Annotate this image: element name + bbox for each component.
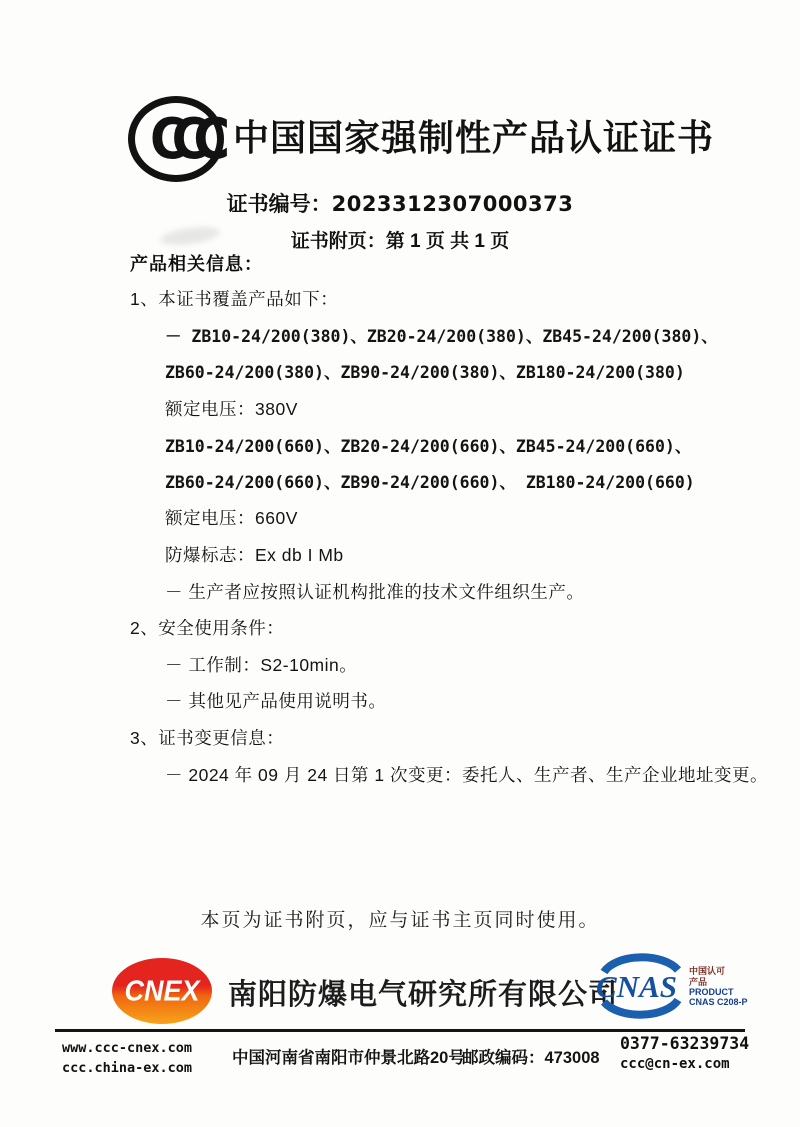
- cnas-logo-text: CNAS: [596, 969, 677, 1004]
- rated-voltage-line: 额定电压：660V: [165, 508, 298, 529]
- certificate-number-value: 2023312307000373: [331, 192, 574, 216]
- organization-email: ccc@cn-ex.com: [620, 1056, 730, 1072]
- postal-code: [462, 1044, 600, 1068]
- product-model-line: ZB10-24/200(660)、ZB20-24/200(660)、ZB45-24/200(660)、: [165, 436, 692, 456]
- website-line: www.ccc-cnex.com: [62, 1040, 193, 1056]
- body-line-change-info: 3、证书变更信息：: [130, 727, 285, 748]
- cnas-caption-line: 产品: [689, 976, 708, 987]
- manual-reference-line: － 其他见产品使用说明书。: [165, 691, 387, 712]
- footer-divider: [55, 1029, 745, 1032]
- duty-cycle-line: － 工作制：S2-10min。: [165, 654, 358, 675]
- body-line-safe-use: 2、安全使用条件：: [130, 618, 285, 639]
- cnas-caption: [689, 966, 748, 1007]
- certificate-number-label: 证书编号：: [226, 193, 332, 216]
- product-model-line: ZB60-24/200(380)、ZB90-24/200(380)、ZB180-24/200(380): [165, 363, 685, 383]
- change-record-line: － 2024 年 09 月 24 日第 1 次变更：委托人、生产者、生产企业地址变更。: [165, 764, 768, 785]
- cnas-caption-line: 中国认可: [689, 966, 726, 977]
- product-model-line: － ZB10-24/200(380)、ZB20-24/200(380)、ZB45-24/200(380)、: [165, 326, 718, 346]
- ccc-mark-letters: CCC: [149, 106, 216, 172]
- certificate-page-line: [0, 226, 800, 253]
- organization-phone: 0377-63239734: [620, 1034, 750, 1053]
- cnas-accreditation-mark: [594, 952, 748, 1022]
- website-line: ccc.china-ex.com: [62, 1060, 193, 1076]
- certificate-number-line: [0, 188, 800, 218]
- attachment-usage-note: 本页为证书附页，应与证书主页同时使用。: [200, 910, 600, 931]
- body-line-covered-products: 1、本证书覆盖产品如下：: [130, 288, 339, 309]
- issuing-organization-name: 南阳防爆电气研究所有限公司: [228, 979, 619, 1011]
- section-title-product-info: 产品相关信息：: [130, 254, 263, 274]
- organization-websites: [62, 1038, 192, 1078]
- postal-code-value: 473008: [544, 1049, 600, 1067]
- cnas-globe-icon: [594, 952, 686, 1022]
- cnas-caption-line: CNAS C208-P: [689, 997, 748, 1008]
- production-requirement-line: － 生产者应按照认证机构批准的技术文件组织生产。: [165, 581, 585, 602]
- organization-address: 中国河南省南阳市仲景北路20号: [232, 1049, 465, 1067]
- rated-voltage-line: 额定电压：380V: [165, 398, 298, 419]
- product-model-line: ZB60-24/200(660)、ZB90-24/200(660)、 ZB180-24/200(660): [165, 473, 695, 493]
- cnex-logo: [112, 958, 212, 1024]
- cnas-caption-line: PRODUCT: [689, 987, 734, 997]
- page-title: 中国国家强制性产品认证证书: [233, 117, 715, 158]
- product-info-body: [130, 280, 768, 792]
- cnex-logo-text: CNEX: [124, 974, 200, 1007]
- ex-marking-line: 防爆标志：Ex db I Mb: [165, 544, 344, 565]
- postal-code-label: 邮政编码：: [462, 1049, 545, 1067]
- ccc-certification-mark-icon: [128, 96, 224, 182]
- certificate-page-value: 第 1 页 共 1 页: [385, 231, 510, 252]
- certificate-page-label: 证书附页：: [290, 231, 386, 252]
